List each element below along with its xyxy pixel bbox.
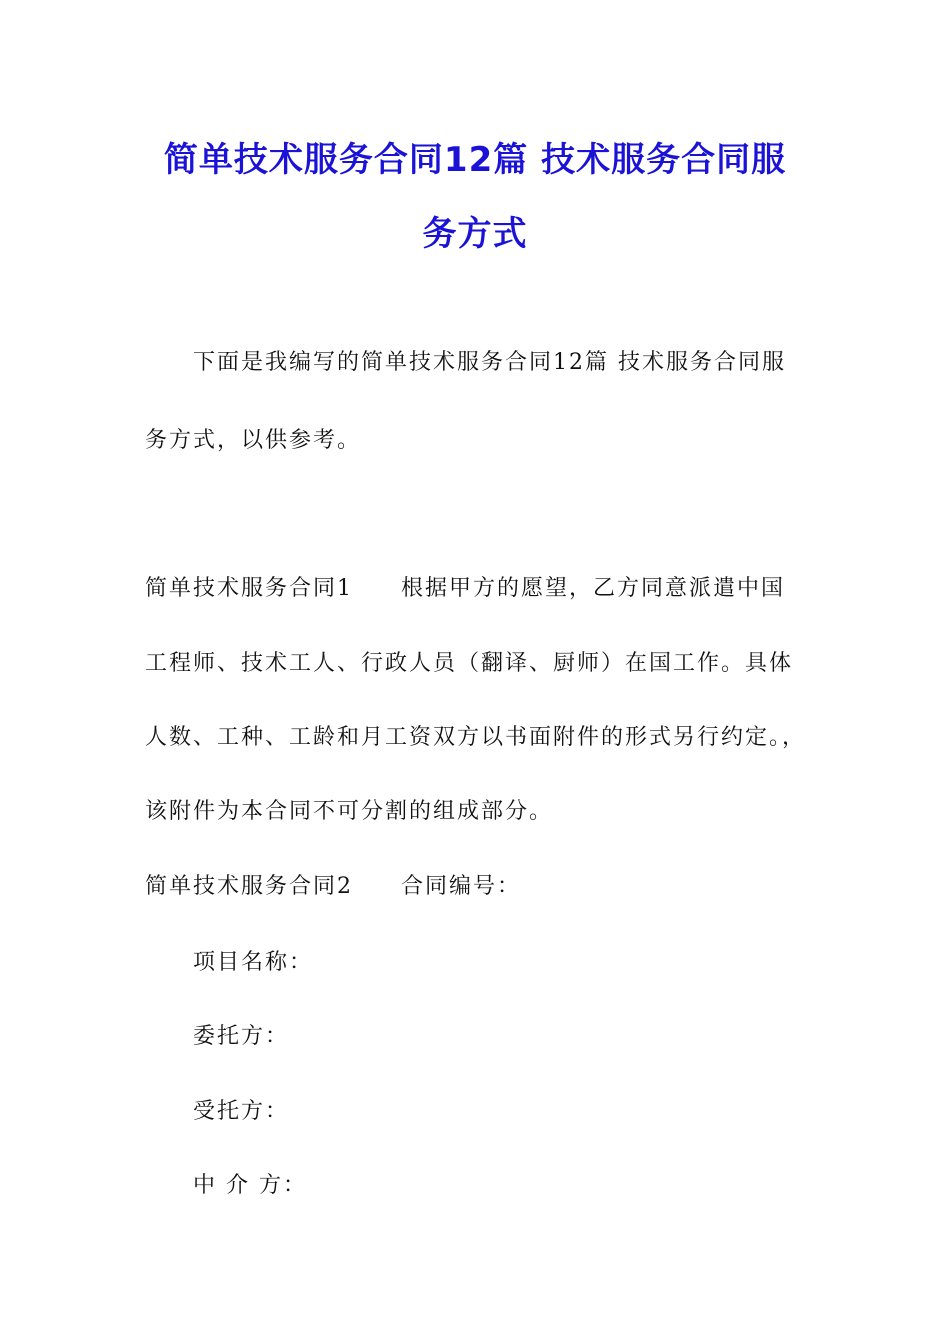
- field-contractor: 受托方：: [193, 1099, 290, 1124]
- field-intermediary: 中 介 方：: [193, 1173, 307, 1198]
- section-1-line-4: 该附件为本合同不可分割的组成部分。: [145, 799, 554, 824]
- section-1-line-1: 简单技术服务合同1 根据甲方的愿望，乙方同意派遣中国: [145, 576, 785, 601]
- intro-paragraph-line-1: 下面是我编写的简单技术服务合同12篇 技术服务合同服: [193, 350, 786, 375]
- section-2-heading: 简单技术服务合同2 合同编号：: [145, 874, 521, 899]
- section-1-line-2: 工程师、技术工人、行政人员（翻译、厨师）在国工作。具体: [145, 651, 794, 676]
- field-project-name: 项目名称：: [193, 950, 314, 975]
- field-client: 委托方：: [193, 1024, 290, 1049]
- section-1-line-3: 人数、工种、工龄和月工资双方以书面附件的形式另行约定。，: [145, 725, 807, 750]
- document-title-line-1: 简单技术服务合同12篇 技术服务合同服: [163, 140, 787, 180]
- intro-paragraph-line-2: 务方式，以供参考。: [145, 428, 362, 453]
- document-title-line-2: 务方式: [422, 214, 528, 254]
